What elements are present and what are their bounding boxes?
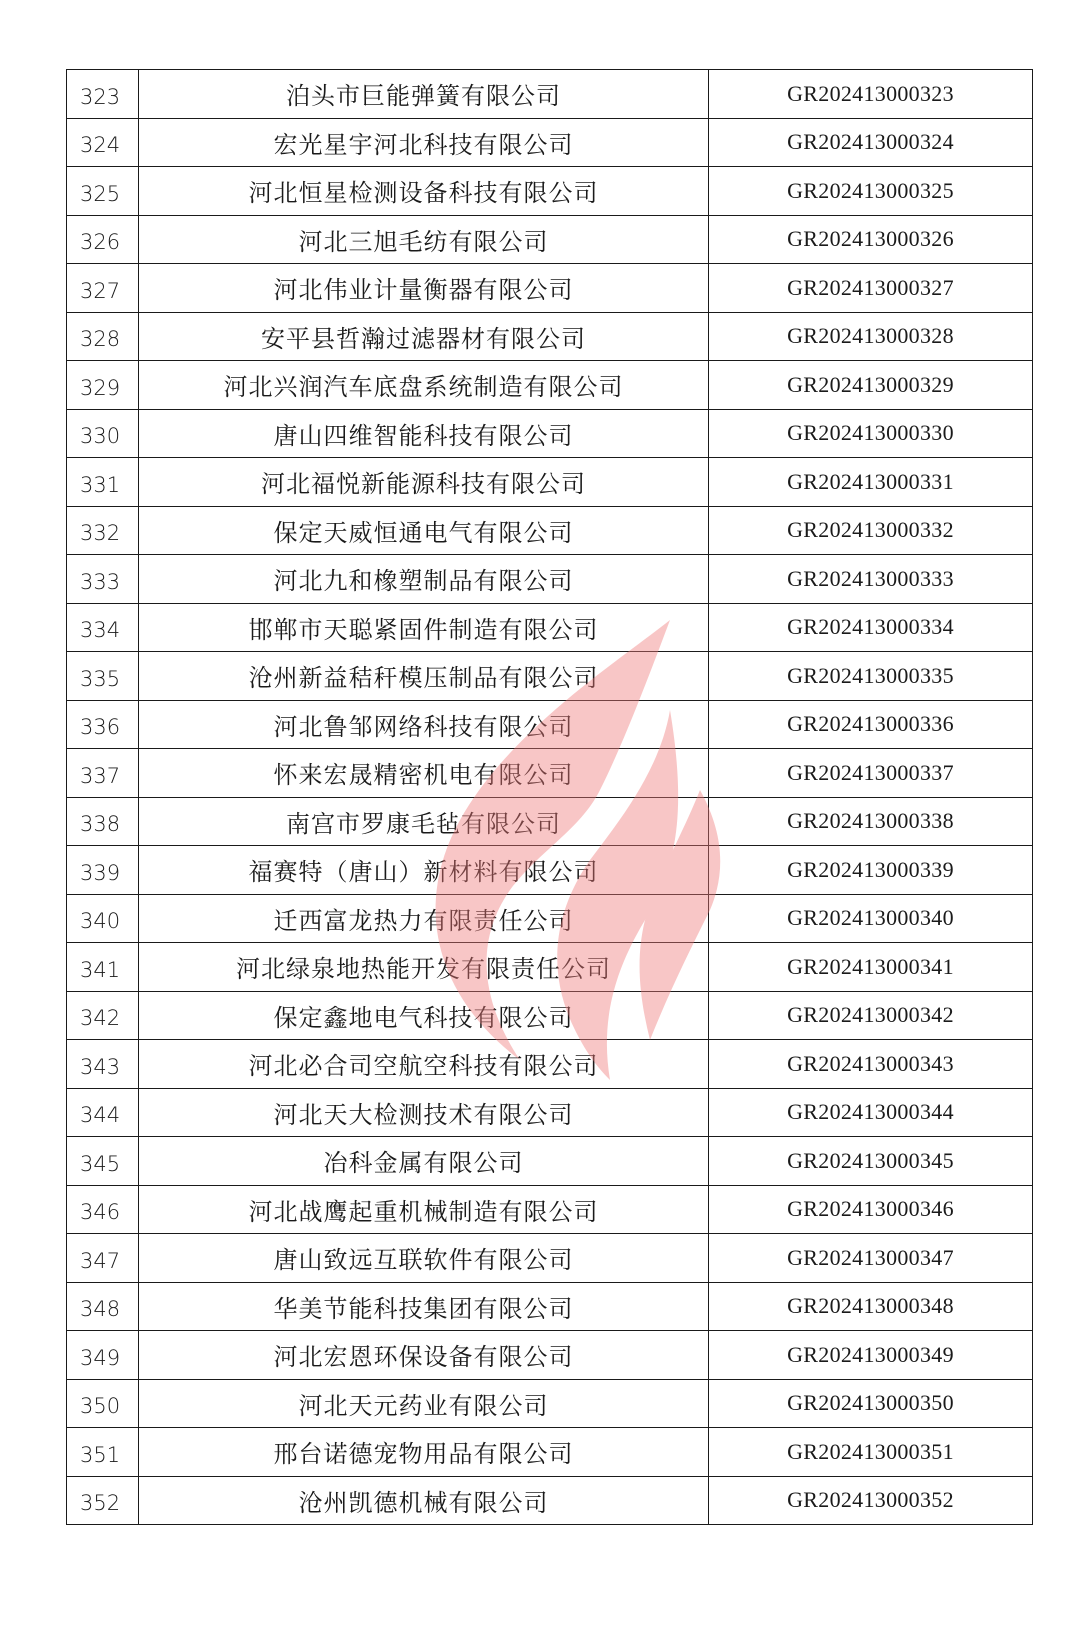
table-row xyxy=(67,652,1033,701)
row-number-cell: 345 xyxy=(67,1137,139,1186)
certificate-number-cell: GR202413000331 xyxy=(709,458,1033,507)
company-name-cell: 唐山致远互联软件有限公司 xyxy=(139,1234,709,1283)
table-row xyxy=(67,361,1033,410)
row-number-cell: 332 xyxy=(67,506,139,555)
certificate-number-cell: GR202413000334 xyxy=(709,603,1033,652)
company-name-cell: 宏光星宇河北科技有限公司 xyxy=(139,118,709,167)
company-name-cell: 河北福悦新能源科技有限公司 xyxy=(139,458,709,507)
row-number-cell: 343 xyxy=(67,1040,139,1089)
row-number-cell: 339 xyxy=(67,846,139,895)
company-name-cell: 河北九和橡塑制品有限公司 xyxy=(139,555,709,604)
row-number-cell: 338 xyxy=(67,797,139,846)
certificate-number-cell: GR202413000333 xyxy=(709,555,1033,604)
certificate-number-cell: GR202413000349 xyxy=(709,1331,1033,1380)
certificate-number-cell: GR202413000336 xyxy=(709,700,1033,749)
table-row xyxy=(67,167,1033,216)
company-name-cell: 河北伟业计量衡器有限公司 xyxy=(139,264,709,313)
certificate-number-cell: GR202413000341 xyxy=(709,943,1033,992)
company-name-cell: 河北天元药业有限公司 xyxy=(139,1379,709,1428)
company-name-cell: 华美节能科技集团有限公司 xyxy=(139,1282,709,1331)
company-name-cell: 冶科金属有限公司 xyxy=(139,1137,709,1186)
table-row xyxy=(67,749,1033,798)
table-row xyxy=(67,991,1033,1040)
table-row xyxy=(67,409,1033,458)
company-name-cell: 河北三旭毛纺有限公司 xyxy=(139,215,709,264)
certificate-number-cell: GR202413000342 xyxy=(709,991,1033,1040)
certificate-number-cell: GR202413000350 xyxy=(709,1379,1033,1428)
company-name-cell: 河北绿泉地热能开发有限责任公司 xyxy=(139,943,709,992)
table-row xyxy=(67,1379,1033,1428)
certificate-number-cell: GR202413000338 xyxy=(709,797,1033,846)
table-row xyxy=(67,1282,1033,1331)
certificate-number-cell: GR202413000324 xyxy=(709,118,1033,167)
company-name-cell: 河北鲁邹网络科技有限公司 xyxy=(139,700,709,749)
certificate-number-cell: GR202413000328 xyxy=(709,312,1033,361)
row-number-cell: 341 xyxy=(67,943,139,992)
table-row xyxy=(67,312,1033,361)
row-number-cell: 351 xyxy=(67,1428,139,1477)
row-number-cell: 324 xyxy=(67,118,139,167)
certificate-number-cell: GR202413000327 xyxy=(709,264,1033,313)
row-number-cell: 350 xyxy=(67,1379,139,1428)
company-name-cell: 河北宏恩环保设备有限公司 xyxy=(139,1331,709,1380)
table-row xyxy=(67,458,1033,507)
certificate-number-cell: GR202413000343 xyxy=(709,1040,1033,1089)
row-number-cell: 333 xyxy=(67,555,139,604)
table-row xyxy=(67,118,1033,167)
table-row xyxy=(67,1040,1033,1089)
row-number-cell: 329 xyxy=(67,361,139,410)
row-number-cell: 334 xyxy=(67,603,139,652)
company-name-cell: 保定天威恒通电气有限公司 xyxy=(139,506,709,555)
row-number-cell: 337 xyxy=(67,749,139,798)
certificate-number-cell: GR202413000340 xyxy=(709,894,1033,943)
row-number-cell: 347 xyxy=(67,1234,139,1283)
table-row xyxy=(67,943,1033,992)
company-name-cell: 保定鑫地电气科技有限公司 xyxy=(139,991,709,1040)
row-number-cell: 323 xyxy=(67,70,139,119)
table-row xyxy=(67,70,1033,119)
certificate-number-cell: GR202413000348 xyxy=(709,1282,1033,1331)
certificate-number-cell: GR202413000345 xyxy=(709,1137,1033,1186)
certificate-number-cell: GR202413000339 xyxy=(709,846,1033,895)
certificate-number-cell: GR202413000351 xyxy=(709,1428,1033,1477)
company-name-cell: 怀来宏晟精密机电有限公司 xyxy=(139,749,709,798)
certificate-number-cell: GR202413000337 xyxy=(709,749,1033,798)
table-row xyxy=(67,1185,1033,1234)
company-name-cell: 泊头市巨能弹簧有限公司 xyxy=(139,70,709,119)
company-name-cell: 唐山四维智能科技有限公司 xyxy=(139,409,709,458)
row-number-cell: 352 xyxy=(67,1476,139,1525)
enterprise-list-table xyxy=(66,69,1033,1525)
company-name-cell: 邯郸市天聪紧固件制造有限公司 xyxy=(139,603,709,652)
certificate-number-cell: GR202413000326 xyxy=(709,215,1033,264)
table-body xyxy=(67,70,1033,1525)
company-name-cell: 河北必合司空航空科技有限公司 xyxy=(139,1040,709,1089)
table-row xyxy=(67,1331,1033,1380)
company-name-cell: 河北兴润汽车底盘系统制造有限公司 xyxy=(139,361,709,410)
certificate-number-cell: GR202413000329 xyxy=(709,361,1033,410)
row-number-cell: 325 xyxy=(67,167,139,216)
row-number-cell: 349 xyxy=(67,1331,139,1380)
certificate-number-cell: GR202413000346 xyxy=(709,1185,1033,1234)
row-number-cell: 336 xyxy=(67,700,139,749)
row-number-cell: 327 xyxy=(67,264,139,313)
company-name-cell: 沧州新益秸秆模压制品有限公司 xyxy=(139,652,709,701)
certificate-number-cell: GR202413000344 xyxy=(709,1088,1033,1137)
table-row xyxy=(67,1088,1033,1137)
company-name-cell: 河北天大检测技术有限公司 xyxy=(139,1088,709,1137)
table-row xyxy=(67,1476,1033,1525)
company-name-cell: 沧州凯德机械有限公司 xyxy=(139,1476,709,1525)
company-name-cell: 迁西富龙热力有限责任公司 xyxy=(139,894,709,943)
certificate-number-cell: GR202413000332 xyxy=(709,506,1033,555)
table-row xyxy=(67,1137,1033,1186)
company-name-cell: 福赛特（唐山）新材料有限公司 xyxy=(139,846,709,895)
table-row xyxy=(67,894,1033,943)
company-name-cell: 安平县哲瀚过滤器材有限公司 xyxy=(139,312,709,361)
row-number-cell: 330 xyxy=(67,409,139,458)
table-row xyxy=(67,264,1033,313)
certificate-number-cell: GR202413000330 xyxy=(709,409,1033,458)
row-number-cell: 346 xyxy=(67,1185,139,1234)
table-row xyxy=(67,603,1033,652)
company-name-cell: 邢台诺德宠物用品有限公司 xyxy=(139,1428,709,1477)
table-row xyxy=(67,1428,1033,1477)
table-row xyxy=(67,1234,1033,1283)
row-number-cell: 328 xyxy=(67,312,139,361)
table-row xyxy=(67,797,1033,846)
table-row xyxy=(67,215,1033,264)
certificate-number-cell: GR202413000335 xyxy=(709,652,1033,701)
certificate-number-cell: GR202413000352 xyxy=(709,1476,1033,1525)
table-row xyxy=(67,700,1033,749)
row-number-cell: 348 xyxy=(67,1282,139,1331)
row-number-cell: 335 xyxy=(67,652,139,701)
certificate-number-cell: GR202413000347 xyxy=(709,1234,1033,1283)
row-number-cell: 331 xyxy=(67,458,139,507)
row-number-cell: 344 xyxy=(67,1088,139,1137)
table-row xyxy=(67,555,1033,604)
row-number-cell: 340 xyxy=(67,894,139,943)
company-name-cell: 河北恒星检测设备科技有限公司 xyxy=(139,167,709,216)
table-row xyxy=(67,506,1033,555)
row-number-cell: 326 xyxy=(67,215,139,264)
certificate-number-cell: GR202413000325 xyxy=(709,167,1033,216)
table-row xyxy=(67,846,1033,895)
company-name-cell: 南宫市罗康毛毡有限公司 xyxy=(139,797,709,846)
row-number-cell: 342 xyxy=(67,991,139,1040)
company-name-cell: 河北战鹰起重机械制造有限公司 xyxy=(139,1185,709,1234)
certificate-number-cell: GR202413000323 xyxy=(709,70,1033,119)
